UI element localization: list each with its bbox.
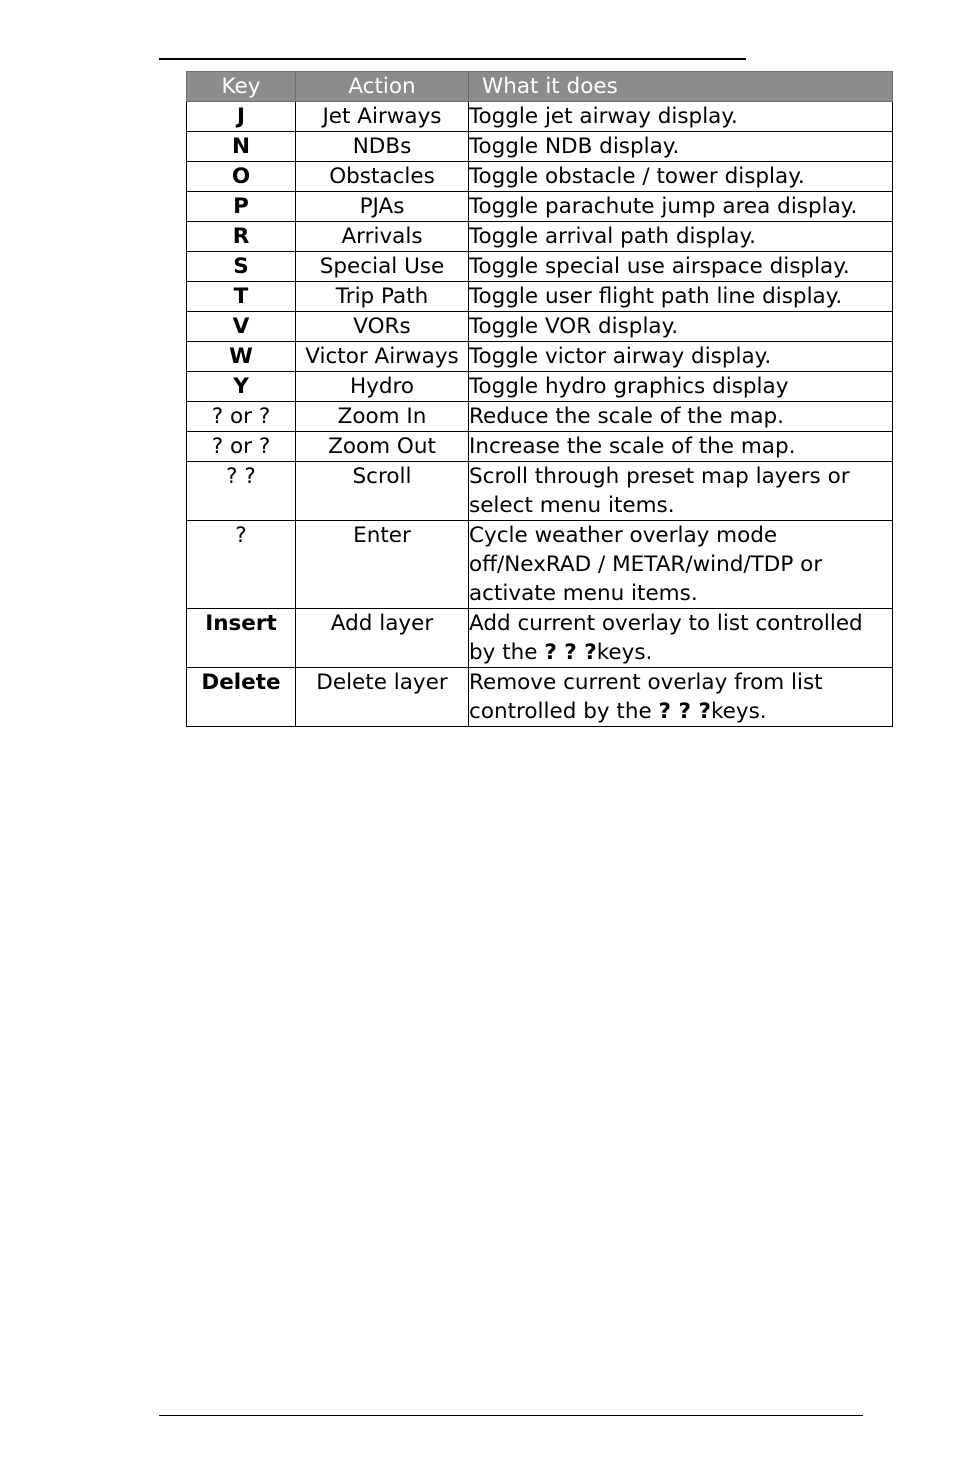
action-cell: Trip Path (296, 282, 469, 312)
key-cell: V (187, 312, 296, 342)
key-cell: O (187, 162, 296, 192)
key-cell: Insert (187, 609, 296, 668)
key-cell: ? ? (187, 462, 296, 521)
description-cell: Scroll through preset map layers or select menu items. (469, 462, 893, 521)
table-row (187, 252, 893, 282)
action-cell: Zoom In (296, 402, 469, 432)
table-row (187, 192, 893, 222)
action-cell: Delete layer (296, 668, 469, 727)
table-row (187, 132, 893, 162)
keyboard-shortcuts-table (186, 71, 893, 727)
action-cell: Obstacles (296, 162, 469, 192)
description-cell: Toggle NDB display. (469, 132, 893, 162)
table-header-row (187, 72, 893, 102)
header-rule (159, 58, 746, 60)
description-cell: Toggle VOR display. (469, 312, 893, 342)
key-cell: P (187, 192, 296, 222)
key-cell: N (187, 132, 296, 162)
key-cell: T (187, 282, 296, 312)
table-row (187, 668, 893, 727)
action-cell: Enter (296, 521, 469, 609)
description-cell: Toggle victor airway display. (469, 342, 893, 372)
action-cell: Arrivals (296, 222, 469, 252)
description-cell (469, 668, 893, 727)
key-cell: J (187, 102, 296, 132)
action-cell: VORs (296, 312, 469, 342)
description-cell: Toggle user flight path line display. (469, 282, 893, 312)
column-header-key: Key (187, 72, 296, 102)
description-cell: Toggle arrival path display. (469, 222, 893, 252)
action-cell: Scroll (296, 462, 469, 521)
action-cell: Victor Airways (296, 342, 469, 372)
action-cell: NDBs (296, 132, 469, 162)
description-cell: Toggle hydro graphics display (469, 372, 893, 402)
key-cell: W (187, 342, 296, 372)
key-cell: ? (187, 521, 296, 609)
action-cell: Zoom Out (296, 432, 469, 462)
description-cell: Reduce the scale of the map. (469, 402, 893, 432)
table-row (187, 162, 893, 192)
arrow-keys-glyph: ? ? ? (544, 640, 597, 665)
table-row (187, 312, 893, 342)
key-cell: S (187, 252, 296, 282)
description-cell: Cycle weather overlay mode off/NexRAD / METAR/wind/TDP or activate menu items. (469, 521, 893, 609)
action-cell: PJAs (296, 192, 469, 222)
key-cell: R (187, 222, 296, 252)
column-header-action: Action (296, 72, 469, 102)
key-cell: ? or ? (187, 402, 296, 432)
table-row (187, 432, 893, 462)
action-cell: Jet Airways (296, 102, 469, 132)
description-cell: Toggle obstacle / tower display. (469, 162, 893, 192)
table-row (187, 462, 893, 521)
table-row (187, 282, 893, 312)
table-row (187, 372, 893, 402)
column-header-description: What it does (469, 72, 893, 102)
key-cell: Y (187, 372, 296, 402)
arrow-keys-glyph: ? ? ? (658, 699, 711, 724)
table-row (187, 521, 893, 609)
description-cell (469, 609, 893, 668)
description-cell: Increase the scale of the map. (469, 432, 893, 462)
table-row (187, 222, 893, 252)
description-cell: Toggle special use airspace display. (469, 252, 893, 282)
footer-rule (159, 1415, 863, 1416)
table-row (187, 402, 893, 432)
table-row (187, 609, 893, 668)
action-cell: Hydro (296, 372, 469, 402)
description-cell: Toggle jet airway display. (469, 102, 893, 132)
description-text: keys. (596, 640, 653, 665)
description-text: keys. (710, 699, 767, 724)
key-cell: Delete (187, 668, 296, 727)
key-cell: ? or ? (187, 432, 296, 462)
action-cell: Special Use (296, 252, 469, 282)
description-text: Add current overlay to list controlled by the (469, 611, 863, 665)
table-row (187, 102, 893, 132)
description-text: Remove current overlay from list controlled by the (469, 670, 823, 724)
action-cell: Add layer (296, 609, 469, 668)
table-row (187, 342, 893, 372)
description-cell: Toggle parachute jump area display. (469, 192, 893, 222)
